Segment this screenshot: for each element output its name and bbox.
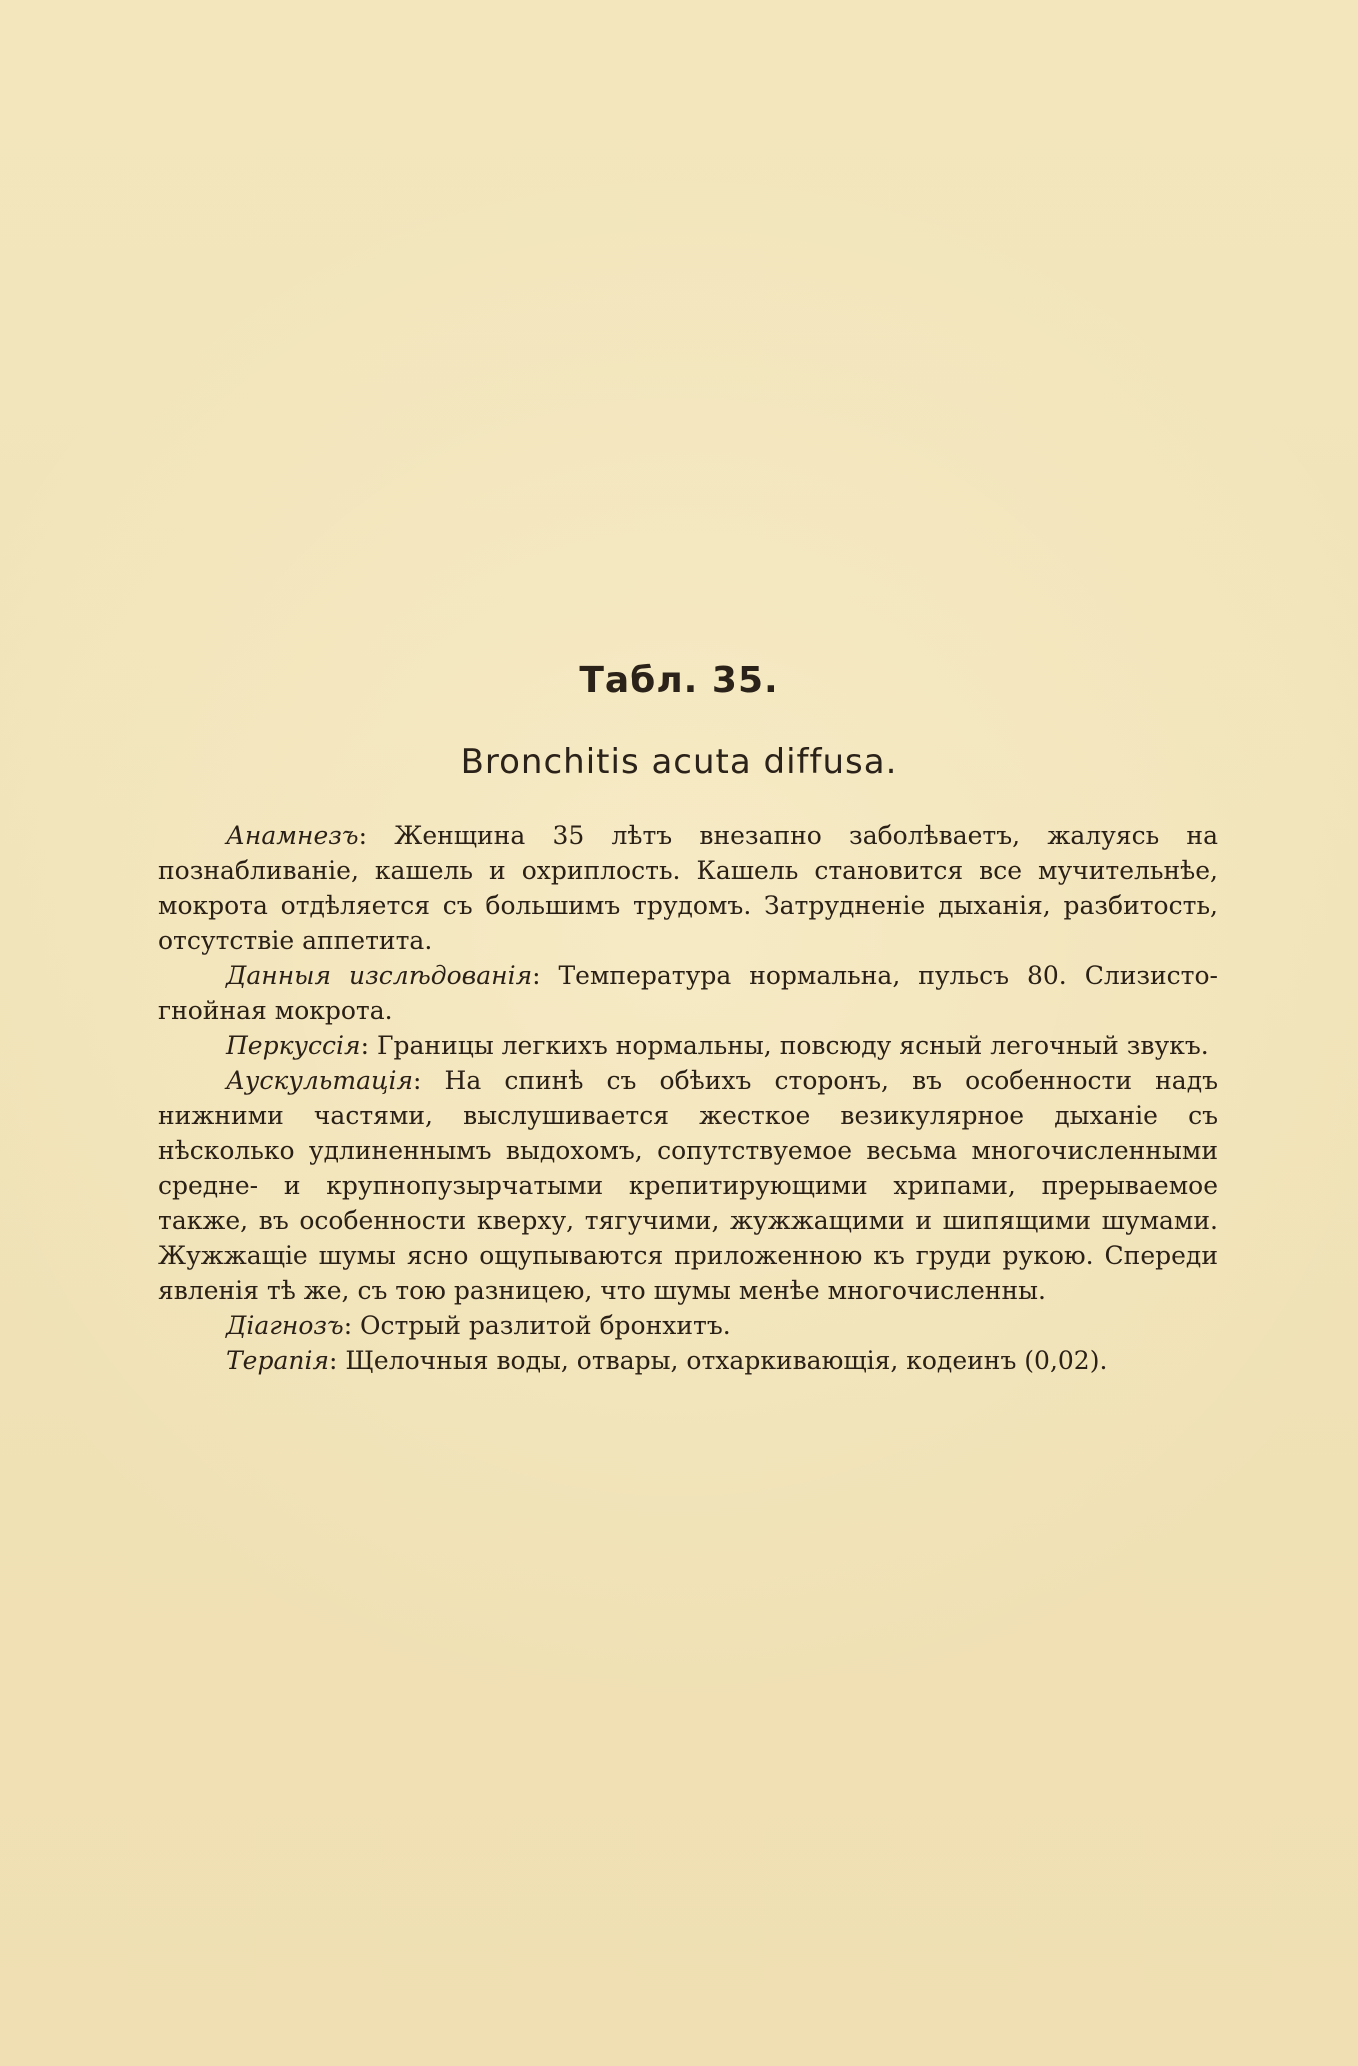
paragraph-anamnesis	[158, 818, 1218, 958]
paragraph-examination	[158, 958, 1218, 1028]
paragraph-lead: Терапія	[226, 1346, 330, 1375]
paragraph-text: : Женщина 35 лѣтъ внезапно заболѣваетъ, жалуясь на познабливаніе, кашель и охриплость. Кашель становится все мучительнѣе, мокрота отдѣляется съ большимъ трудомъ. Затрудненіе дыханія, разбитость, отсутствіе аппетита.	[158, 821, 1218, 955]
paragraph-text: : На спинѣ съ обѣихъ сторонъ, въ особенности надъ нижними частями, выслушивается жесткое везикулярное дыханіе съ нѣсколько удлиненнымъ выдохомъ, сопутствуемое весьма многочисленными средне- и крупнопузырчатыми крепитирующими хрипами, прерываемое также, въ особенности кверху, тягучими, жужжащими и шипящими шумами. Жужжащіе шумы ясно ощупываются приложенною къ груди рукою. Спереди явленія тѣ же, съ тою разницею, что шумы менѣе многочисленны.	[158, 1066, 1218, 1305]
paragraph-percussion	[158, 1028, 1218, 1063]
document-body	[158, 818, 1218, 1378]
paragraph-text: : Границы легкихъ нормальны, повсюду ясный легочный звукъ.	[360, 1031, 1209, 1060]
page-subtitle: Bronchitis acuta diffusa.	[460, 742, 898, 782]
paragraph-lead: Перкуссія	[226, 1031, 361, 1060]
paragraph-diagnosis	[158, 1308, 1218, 1343]
paragraph-text: : Температура нормальна, пульсъ 80. Слизисто-гнойная мокрота.	[158, 961, 1218, 1025]
paragraph-text: : Щелочныя воды, отвары, отхаркивающія, кодеинъ (0,02).	[329, 1346, 1108, 1375]
paragraph-lead: Аускультація	[226, 1066, 413, 1095]
paragraph-lead: Анамнезъ	[226, 821, 359, 850]
page-title: Табл. 35.	[579, 660, 779, 701]
paragraph-auscultation	[158, 1063, 1218, 1308]
paragraph-lead: Діагнозъ	[226, 1311, 344, 1340]
paragraph-lead: Данныя изслѣдованія	[226, 961, 533, 990]
paragraph-text: : Острый разлитой бронхитъ.	[343, 1311, 731, 1340]
paragraph-therapy	[158, 1343, 1218, 1378]
